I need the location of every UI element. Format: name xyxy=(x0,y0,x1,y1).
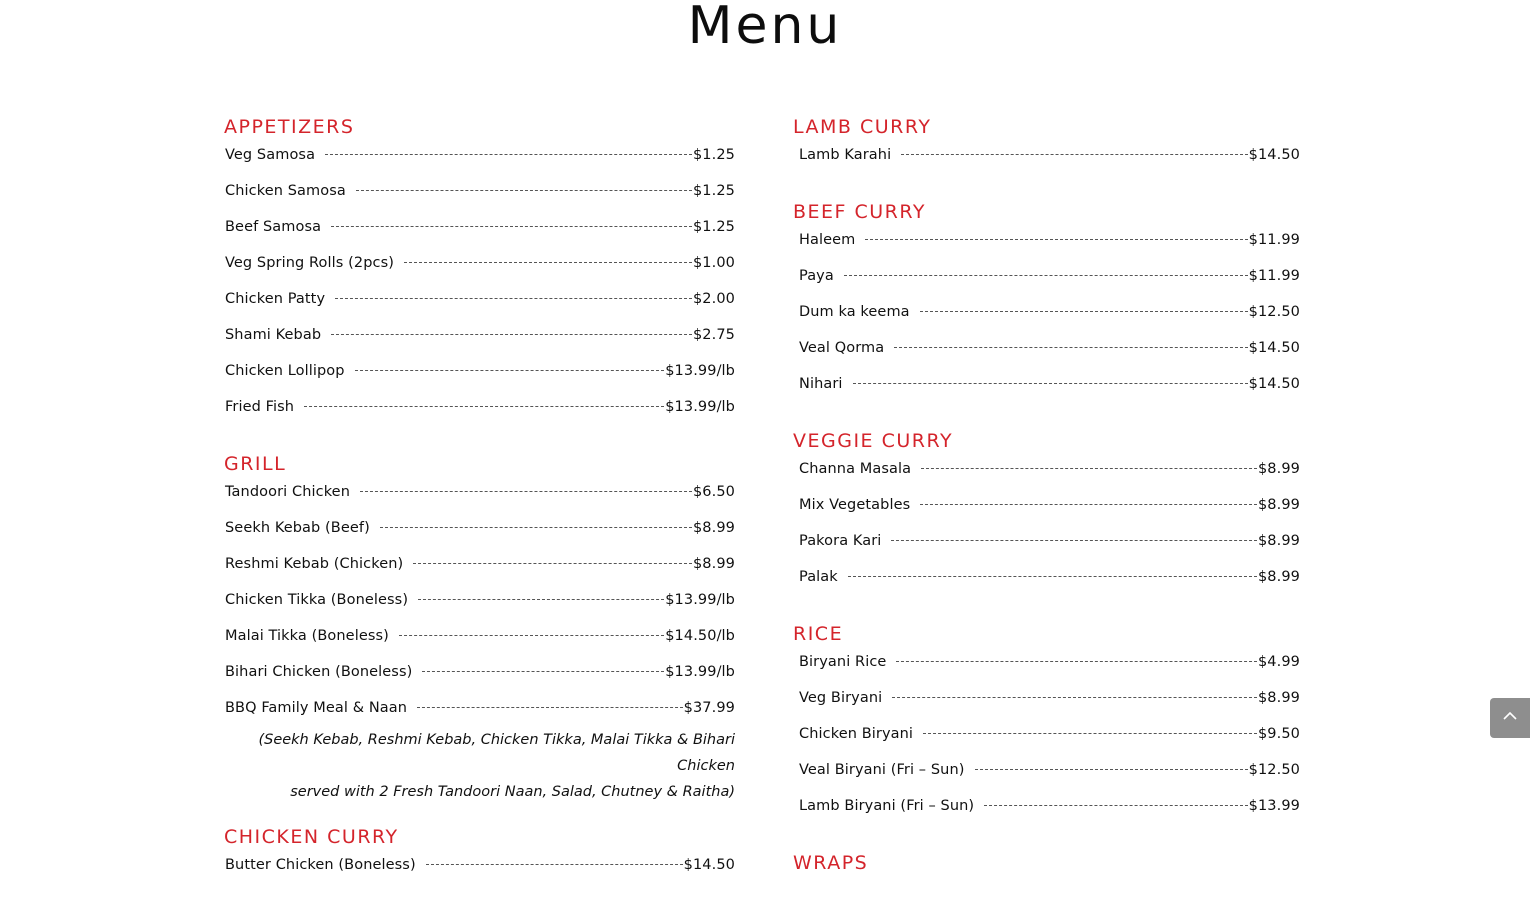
section-title: VEGGIE CURRY xyxy=(793,430,954,452)
item-price: $1.00 xyxy=(692,255,735,271)
dotted-leader xyxy=(356,190,692,191)
item-name: Chicken Biryani xyxy=(799,726,914,742)
item-name: Seekh Kebab (Beef) xyxy=(225,520,370,536)
item-price: $2.00 xyxy=(692,291,735,307)
item-name: Fried Fish xyxy=(225,399,295,415)
item-name: Biryani Rice xyxy=(799,654,887,670)
item-price: $8.99 xyxy=(692,556,735,572)
menu-item xyxy=(793,566,1300,602)
menu-item xyxy=(224,288,735,324)
item-name: Veg Spring Rolls (2pcs) xyxy=(225,255,395,271)
item-price: $2.75 xyxy=(692,327,735,343)
item-name: Veg Biryani xyxy=(799,690,883,706)
dotted-leader xyxy=(325,154,692,155)
dotted-leader xyxy=(921,468,1257,469)
section-title: LAMB CURRY xyxy=(793,116,932,138)
item-price: $8.99 xyxy=(1257,461,1300,477)
menu-item xyxy=(793,530,1300,566)
menu-item xyxy=(224,589,735,625)
item-price: $11.99 xyxy=(1248,268,1300,284)
menu-section xyxy=(224,824,735,890)
item-name: Shami Kebab xyxy=(225,327,322,343)
menu-item xyxy=(224,481,735,517)
dotted-leader xyxy=(901,154,1247,155)
item-name: Chicken Patty xyxy=(225,291,326,307)
item-name: Pakora Kari xyxy=(799,533,882,549)
item-name: Veal Biryani (Fri – Sun) xyxy=(799,762,965,778)
item-price: $8.99 xyxy=(692,520,735,536)
menu-item xyxy=(793,759,1300,795)
menu-section xyxy=(793,199,1300,409)
item-price: $12.50 xyxy=(1248,304,1300,320)
menu-item xyxy=(224,517,735,553)
item-price: $12.50 xyxy=(1248,762,1300,778)
dotted-leader xyxy=(399,635,664,636)
item-name: Mix Vegetables xyxy=(799,497,911,513)
item-price: $13.99/lb xyxy=(665,399,735,415)
item-name: Veal Qorma xyxy=(799,340,885,356)
menu-column-right xyxy=(793,114,1300,895)
dotted-leader xyxy=(331,334,692,335)
dotted-leader xyxy=(975,769,1248,770)
menu-item xyxy=(793,795,1300,831)
dotted-leader xyxy=(865,239,1247,240)
item-price: $8.99 xyxy=(1257,497,1300,513)
menu-item xyxy=(793,301,1300,337)
item-price: $14.50 xyxy=(1248,340,1300,356)
item-price: $13.99/lb xyxy=(665,664,735,680)
item-name: BBQ Family Meal & Naan xyxy=(225,700,408,716)
item-name: Chicken Samosa xyxy=(225,183,346,199)
item-name: Nihari xyxy=(799,376,843,392)
item-name: Veg Samosa xyxy=(225,147,316,163)
dotted-leader xyxy=(920,311,1248,312)
item-price: $14.50 xyxy=(1248,376,1300,392)
item-price: $14.50 xyxy=(683,857,735,873)
section-title: RICE xyxy=(793,623,844,645)
menu-item xyxy=(793,458,1300,494)
menu-section xyxy=(793,114,1300,180)
item-name: Channa Masala xyxy=(799,461,912,477)
dotted-leader xyxy=(418,599,664,600)
item-name: Palak xyxy=(799,569,838,585)
page-title: Menu xyxy=(687,0,843,56)
menu-column-left xyxy=(224,114,735,909)
item-price: $8.99 xyxy=(1257,690,1300,706)
dotted-leader xyxy=(335,298,692,299)
menu-item xyxy=(793,494,1300,530)
dotted-leader xyxy=(892,697,1257,698)
section-title: CHICKEN CURRY xyxy=(224,826,399,848)
section-title: BEEF CURRY xyxy=(793,201,926,223)
item-price: $8.99 xyxy=(1257,569,1300,585)
section-title: GRILL xyxy=(224,453,287,475)
item-price: $8.99 xyxy=(1257,533,1300,549)
item-price: $6.50 xyxy=(692,484,735,500)
dotted-leader xyxy=(844,275,1248,276)
menu-item xyxy=(224,553,735,589)
menu-item xyxy=(793,144,1300,180)
item-price: $11.99 xyxy=(1248,232,1300,248)
section-title: APPETIZERS xyxy=(224,116,355,138)
item-price: $13.99/lb xyxy=(665,363,735,379)
item-price: $1.25 xyxy=(692,147,735,163)
dotted-leader xyxy=(896,661,1257,662)
menu-item xyxy=(224,252,735,288)
item-price: $1.25 xyxy=(692,219,735,235)
dotted-leader xyxy=(304,406,664,407)
menu-item xyxy=(793,687,1300,723)
menu-item xyxy=(224,360,735,396)
section-note xyxy=(224,727,735,805)
dotted-leader xyxy=(853,383,1248,384)
item-name: Chicken Lollipop xyxy=(225,363,345,379)
menu-item xyxy=(224,661,735,697)
note-line: (Seekh Kebab, Reshmi Kebab, Chicken Tikka, Malai Tikka & Bihari Chicken xyxy=(258,732,735,774)
item-name: Dum ka keema xyxy=(799,304,910,320)
dotted-leader xyxy=(984,805,1247,806)
menu-section xyxy=(793,428,1300,602)
menu-item xyxy=(224,396,735,432)
item-name: Bihari Chicken (Boneless) xyxy=(225,664,413,680)
dotted-leader xyxy=(360,491,692,492)
item-price: $14.50 xyxy=(1248,147,1300,163)
item-price: $13.99 xyxy=(1248,798,1300,814)
dotted-leader xyxy=(422,671,664,672)
item-name: Malai Tikka (Boneless) xyxy=(225,628,389,644)
item-price: $14.50/lb xyxy=(665,628,735,644)
item-price: $1.25 xyxy=(692,183,735,199)
menu-item xyxy=(793,651,1300,687)
note-line: served with 2 Fresh Tandoori Naan, Salad, Chutney & Raitha) xyxy=(290,784,735,800)
menu-item xyxy=(224,144,735,180)
dotted-leader xyxy=(331,226,692,227)
menu-item xyxy=(224,324,735,360)
item-name: Paya xyxy=(799,268,834,284)
menu-item xyxy=(793,373,1300,409)
item-price: $9.50 xyxy=(1257,726,1300,742)
menu-section xyxy=(224,451,735,805)
menu-section xyxy=(224,114,735,432)
section-title: WRAPS xyxy=(793,852,869,874)
item-price: $4.99 xyxy=(1257,654,1300,670)
item-price: $13.99/lb xyxy=(665,592,735,608)
menu-item xyxy=(224,180,735,216)
menu-item xyxy=(793,265,1300,301)
dotted-leader xyxy=(413,563,692,564)
item-name: Lamb Biryani (Fri – Sun) xyxy=(799,798,975,814)
dotted-leader xyxy=(355,370,665,371)
item-name: Chicken Tikka (Boneless) xyxy=(225,592,409,608)
menu-section xyxy=(793,850,1300,876)
dotted-leader xyxy=(923,733,1257,734)
chevron-up-icon xyxy=(1502,708,1518,728)
menu-item xyxy=(793,229,1300,265)
dotted-leader xyxy=(894,347,1247,348)
menu-item xyxy=(224,854,735,890)
dotted-leader xyxy=(920,504,1257,505)
item-name: Butter Chicken (Boneless) xyxy=(225,857,416,873)
menu-section xyxy=(793,621,1300,831)
item-name: Reshmi Kebab (Chicken) xyxy=(225,556,404,572)
item-name: Haleem xyxy=(799,232,856,248)
item-name: Lamb Karahi xyxy=(799,147,892,163)
dotted-leader xyxy=(891,540,1257,541)
dotted-leader xyxy=(417,707,683,708)
menu-item xyxy=(793,723,1300,759)
scroll-to-top-button[interactable] xyxy=(1490,698,1530,738)
dotted-leader xyxy=(848,576,1257,577)
menu-item xyxy=(793,337,1300,373)
menu-item xyxy=(224,216,735,252)
dotted-leader xyxy=(426,864,683,865)
menu-item xyxy=(224,625,735,661)
item-price: $37.99 xyxy=(683,700,735,716)
dotted-leader xyxy=(404,262,692,263)
item-name: Beef Samosa xyxy=(225,219,322,235)
dotted-leader xyxy=(380,527,692,528)
item-name: Tandoori Chicken xyxy=(225,484,350,500)
